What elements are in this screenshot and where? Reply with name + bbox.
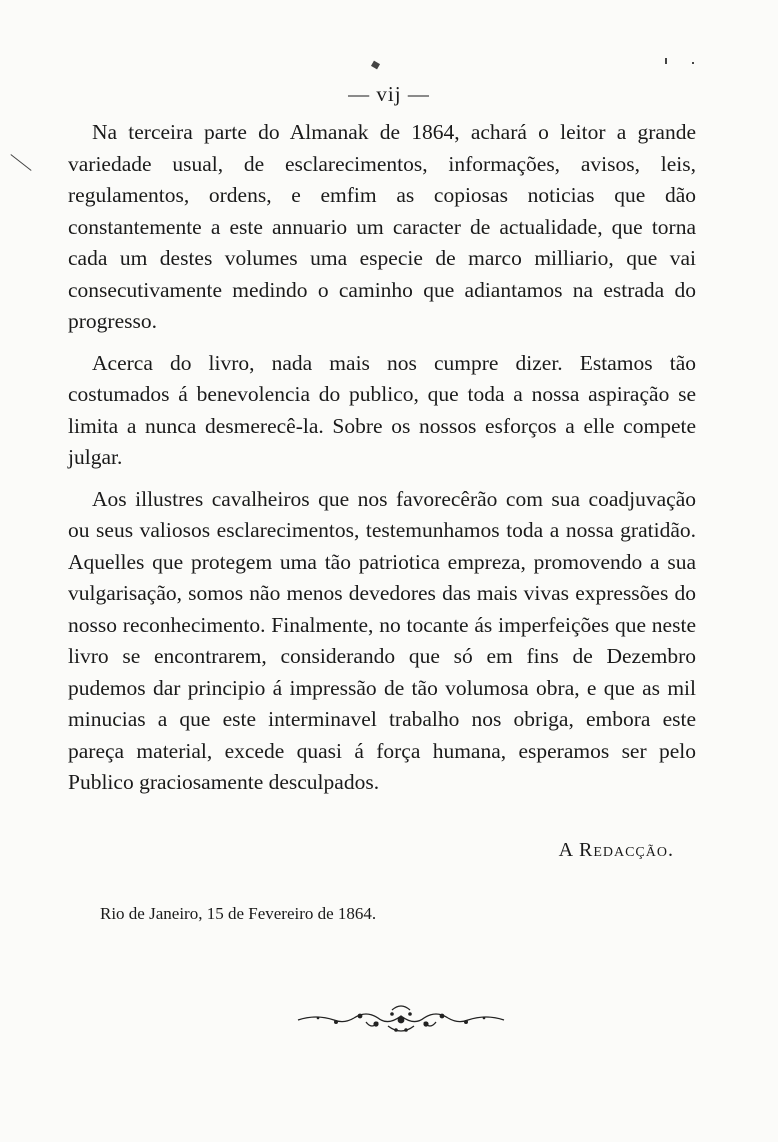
ink-mark xyxy=(665,58,667,64)
ink-mark xyxy=(10,154,31,171)
paragraph-about-book: Acerca do livro, nada mais nos cumpre dizer. Estamos tão costumados á benevolencia do publico, que toda a nossa aspiração se limita a nunca desmerecê-la. Sobre os nossos esforços a elle compete julgar. xyxy=(68,350,696,469)
ink-mark xyxy=(371,61,380,70)
signature: A Redacção. xyxy=(558,839,674,861)
paragraph-acknowledgements: Aos illustres cavalheiros que nos favorecêrão com sua coadjuvação ou seus valiosos esclarecimentos, testemunhamos toda a nossa gratidão. Aquelles que protegem uma tão patriotica empreza, promovendo a sua vulgarisação, somos não menos devedores das mais vivas expressões do nosso reconhecimento. Finalmente, no tocante ás imperfeições que neste livro se encontrarem, considerando que só em fins de Dezembro pudemos dar principio á impressão de tão volumosa obra, e que as mil minucias a que este interminavel trabalho nos obriga, embora este pareça material, excede quasi á força humana, esperamos ser pelo Publico graciosamente desculpados. xyxy=(68,486,696,794)
page-number: — vij — xyxy=(348,82,430,106)
paragraph-almanak-contents: Na terceira parte do Almanak de 1864, achará o leitor a grande variedade usual, de esclarecimentos, informações, avisos, leis, regulamentos, ordens, e emfim as copiosas noticias que dão constantemente a este annuario um caracter de actualidade, que torna cada um destes volumes uma especie de marco milliario, que vai consecutivamente medindo o caminho que adiantamos na estrada do progresso. xyxy=(68,120,696,333)
floral-ornament-icon xyxy=(296,1000,506,1040)
ink-mark xyxy=(692,62,694,64)
body-text xyxy=(68,117,696,809)
dateline: Rio de Janeiro, 15 de Fevereiro de 1864. xyxy=(100,904,377,923)
